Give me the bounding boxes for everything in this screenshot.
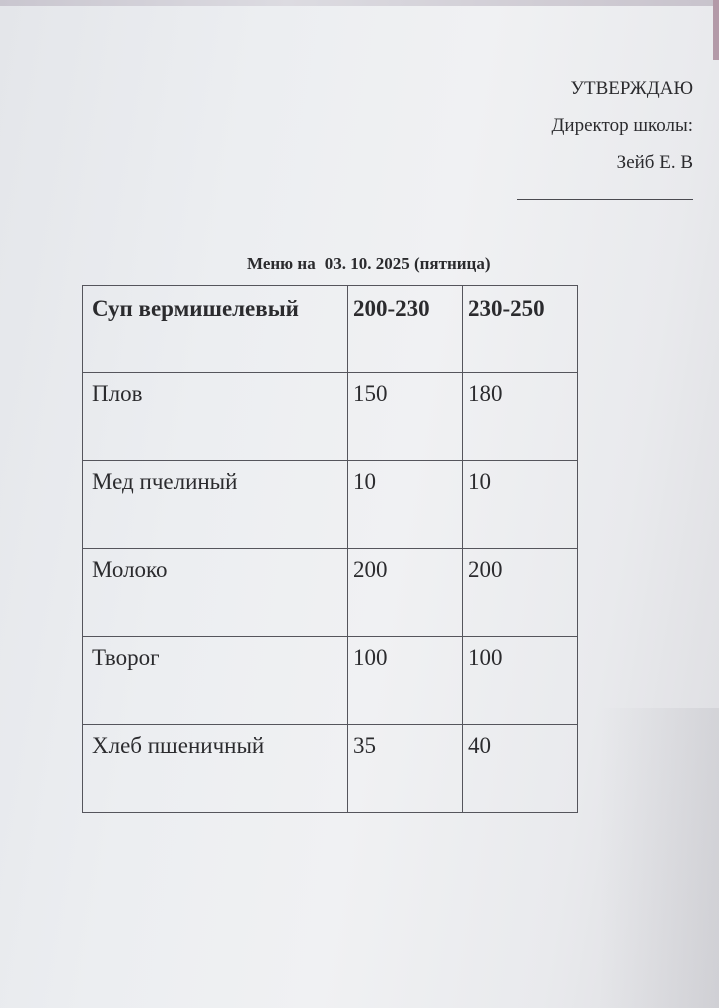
portion-1-cell: 100: [348, 637, 463, 725]
background-edge: [713, 0, 719, 60]
approval-heading: УТВЕРЖДАЮ: [570, 78, 693, 99]
table-row: [83, 725, 578, 813]
dish-cell: Молоко: [83, 549, 348, 637]
background-strip: [0, 0, 719, 6]
dish-cell: Хлеб пшеничный: [83, 725, 348, 813]
portion-2-cell: 180: [463, 373, 578, 461]
portion-2-cell: 200: [463, 549, 578, 637]
signature-line: [517, 199, 693, 200]
header-dish-cell: Суп вермишелевый: [83, 286, 348, 373]
table-row: [83, 373, 578, 461]
table-header-row: [83, 286, 578, 373]
header-portion-2-cell: 230-250: [463, 286, 578, 373]
table-row: [83, 637, 578, 725]
dish-cell: Плов: [83, 373, 348, 461]
portion-2-cell: 100: [463, 637, 578, 725]
table-row: [83, 549, 578, 637]
dish-cell: Творог: [83, 637, 348, 725]
approval-position: Директор школы:: [551, 115, 693, 136]
table-row: [83, 461, 578, 549]
menu-title-date: 03. 10. 2025 (пятница): [324, 254, 491, 273]
portion-1-cell: 150: [348, 373, 463, 461]
approval-block: [551, 70, 693, 181]
portion-1-cell: 200: [348, 549, 463, 637]
dish-cell: Мед пчелиный: [83, 461, 348, 549]
portion-1-cell: 10: [348, 461, 463, 549]
portion-1-cell: 35: [348, 725, 463, 813]
portion-2-cell: 40: [463, 725, 578, 813]
header-portion-1-cell: 200-230: [348, 286, 463, 373]
portion-2-cell: 10: [463, 461, 578, 549]
menu-table: [82, 285, 578, 813]
page-shadow: [599, 708, 719, 1008]
menu-title: [247, 254, 491, 274]
menu-title-prefix: Меню на: [247, 254, 316, 273]
approval-name: Зейб Е. В: [616, 152, 693, 173]
